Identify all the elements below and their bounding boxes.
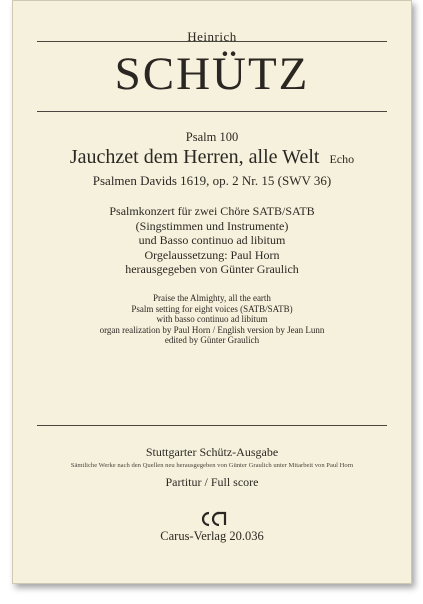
work-subtitle: Psalmen Davids 1619, op. 2 Nr. 15 (SWV 36)	[92, 173, 332, 188]
english-line: edited by Günter Graulich	[164, 335, 260, 346]
english-line: organ realization by Paul Horn / English version by Jean Lunn	[99, 324, 325, 335]
english-line: with basso continuo ad libitum	[156, 314, 268, 325]
title-row	[13, 146, 411, 169]
series-subtitle: Sämtliche Werke nach den Quellen neu herausgegeben von Günter Graulich unter Mitarbeit von Paul Horn	[70, 462, 354, 469]
score-type: Partitur / Full score	[165, 475, 259, 489]
german-description	[13, 204, 411, 277]
english-description	[13, 293, 411, 346]
german-line: herausgegeben von Günter Graulich	[125, 262, 299, 277]
series-name: Stuttgarter Schütz-Ausgabe	[145, 445, 279, 459]
german-line: (Singstimmen und Instrumente)	[135, 218, 289, 233]
composer-first-name: Heinrich	[187, 29, 237, 44]
english-line: Psalm setting for eight voices (SATB/SATB)	[131, 303, 293, 314]
composer-last-name: SCHÜTZ	[114, 48, 310, 100]
german-line: Orgelaussetzung: Paul Horn	[144, 247, 280, 262]
psalm-number: Psalm 100	[185, 130, 239, 144]
publisher-number: Carus-Verlag 20.036	[160, 529, 264, 543]
echo-label: Echo	[329, 152, 355, 166]
series-rule	[37, 425, 387, 426]
composer-rule	[37, 111, 387, 112]
work-title: Jauchzet dem Herren, alle Welt	[69, 146, 320, 168]
score-cover	[12, 0, 412, 584]
english-line: Praise the Almighty, all the earth	[153, 293, 271, 303]
german-line: und Basso continuo ad libitum	[138, 233, 286, 248]
carus-logo-icon	[198, 511, 228, 527]
german-line: Psalmkonzert für zwei Chöre SATB/SATB	[109, 204, 315, 218]
